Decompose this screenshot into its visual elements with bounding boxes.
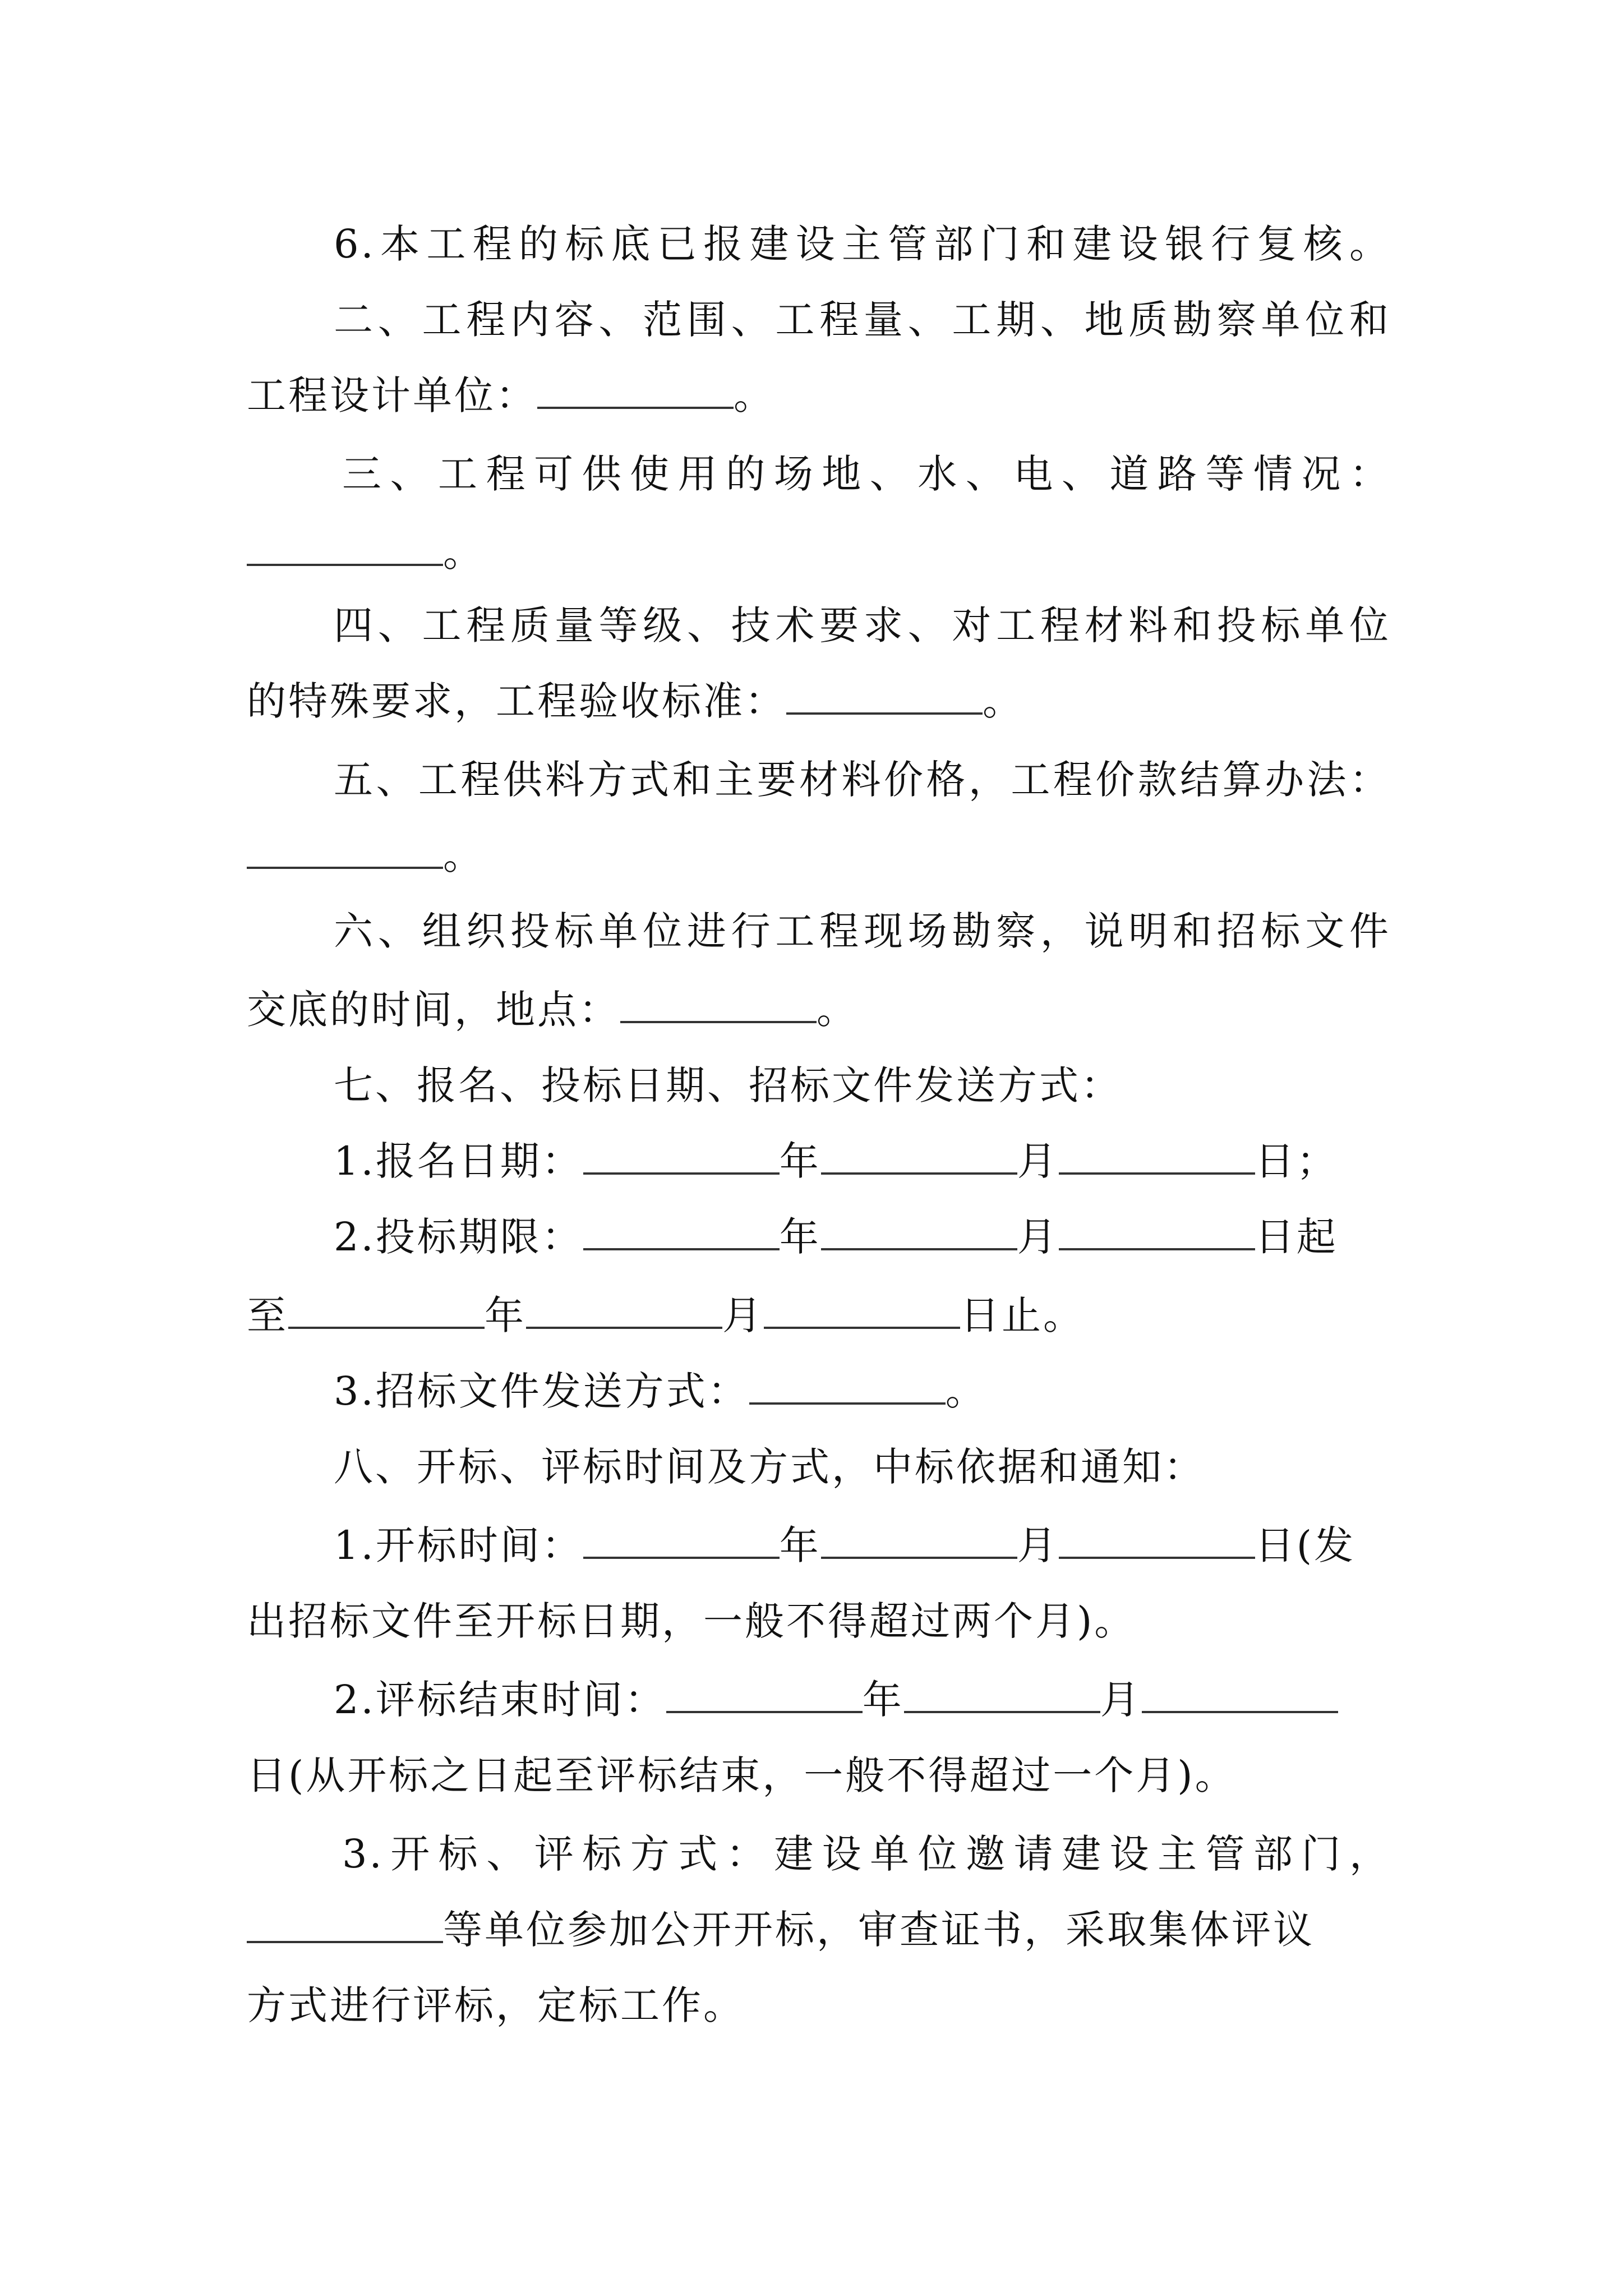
text-segment: 八、开标、评标时间及方式，中标依据和通知： <box>334 1444 1205 1490</box>
paragraph-line <box>334 286 1391 353</box>
text-segment: 日止。 <box>960 1292 1085 1338</box>
paragraph-line <box>247 1972 1391 2039</box>
text-segment: 日(从开标之日起至评标结束，一般不得超过一个月)。 <box>247 1752 1237 1798</box>
text-segment: 年 <box>485 1292 526 1338</box>
text-segment: 工程设计单位： <box>247 372 537 418</box>
fill-in-blank[interactable] <box>786 678 983 715</box>
text-segment: 日(发 <box>1255 1522 1356 1568</box>
paragraph-line <box>334 1666 1391 1733</box>
paragraph-line <box>247 519 1391 586</box>
text-segment: 年 <box>779 1138 821 1184</box>
fill-in-blank[interactable] <box>1059 1522 1255 1559</box>
text-segment: 。 <box>443 530 485 576</box>
fill-in-blank[interactable] <box>247 529 443 566</box>
text-segment: 的特殊要求，工程验收标准： <box>247 678 786 724</box>
paragraph-line <box>334 746 1391 813</box>
paragraph-line <box>334 1358 1391 1425</box>
fill-in-blank[interactable] <box>583 1522 780 1559</box>
text-segment: 年 <box>779 1214 821 1260</box>
paragraph-line <box>247 1282 1391 1349</box>
text-segment: 六、组织投标单位进行工程现场勘察，说明和招标文件 <box>334 908 1391 954</box>
fill-in-blank[interactable] <box>1059 1213 1255 1250</box>
text-segment: 1.开标时间： <box>334 1522 583 1568</box>
fill-in-blank[interactable] <box>1059 1138 1255 1175</box>
fill-in-blank[interactable] <box>749 1368 946 1405</box>
fill-in-blank[interactable] <box>821 1138 1017 1175</box>
fill-in-blank[interactable] <box>904 1676 1100 1713</box>
fill-in-blank[interactable] <box>666 1676 863 1713</box>
fill-in-blank[interactable] <box>620 986 817 1023</box>
text-segment: 交底的时间，地点： <box>247 987 620 1033</box>
text-segment: 五、工程供料方式和主要材料价格，工程价款结算办法： <box>334 757 1391 803</box>
fill-in-blank[interactable] <box>537 372 734 409</box>
text-segment: 年 <box>862 1677 904 1723</box>
fill-in-blank[interactable] <box>583 1213 780 1250</box>
paragraph-line <box>247 1742 1391 1809</box>
section-heading <box>334 1433 1391 1501</box>
text-segment: 日起 <box>1255 1214 1338 1260</box>
text-segment: 年 <box>779 1522 821 1568</box>
fill-in-blank[interactable] <box>1142 1676 1338 1713</box>
text-segment: 七、报名、投标日期、招标文件发送方式： <box>334 1062 1122 1108</box>
section-heading <box>334 1052 1391 1119</box>
text-segment: 2.投标期限： <box>334 1214 583 1260</box>
text-segment: 2.评标结束时间： <box>334 1677 666 1723</box>
paragraph-line <box>334 592 1391 659</box>
text-segment: 。 <box>443 832 485 878</box>
text-segment: 三、工程可供使用的场地、水、电、道路等情况： <box>342 451 1391 497</box>
fill-in-blank[interactable] <box>247 832 443 869</box>
text-segment: 月 <box>1017 1138 1059 1184</box>
text-segment: 。 <box>983 678 1024 724</box>
paragraph-line <box>342 1820 1391 1888</box>
fill-in-blank[interactable] <box>821 1213 1017 1250</box>
fill-in-blank[interactable] <box>526 1292 722 1329</box>
fill-in-blank[interactable] <box>821 1522 1017 1559</box>
text-segment: 6.本工程的标底已报建设主管部门和建设银行复核。 <box>334 221 1391 267</box>
fill-in-blank[interactable] <box>288 1292 485 1329</box>
text-segment: 。 <box>734 372 775 418</box>
paragraph-line <box>247 668 1391 735</box>
text-segment: 月 <box>1017 1214 1059 1260</box>
text-segment: 。 <box>817 987 858 1033</box>
text-segment: 月 <box>1017 1522 1059 1568</box>
paragraph-line <box>334 210 1391 278</box>
text-segment: 二、工程内容、范围、工程量、工期、地质勘察单位和 <box>334 297 1391 343</box>
fill-in-blank[interactable] <box>764 1292 960 1329</box>
text-segment: 四、工程质量等级、技术要求、对工程材料和投标单位 <box>334 602 1391 648</box>
paragraph-line <box>247 976 1391 1043</box>
text-segment: 等单位参加公开开标，审查证书，采取集体评议 <box>443 1907 1315 1953</box>
paragraph-line <box>247 362 1391 429</box>
text-segment: 日； <box>1255 1138 1338 1184</box>
paragraph-line <box>334 1128 1391 1195</box>
text-segment: 方式进行评标，定标工作。 <box>247 1982 745 2028</box>
paragraph-line <box>247 1588 1391 1655</box>
text-segment: 3.招标文件发送方式： <box>334 1368 749 1414</box>
paragraph-line <box>334 1203 1391 1271</box>
text-segment: 至 <box>247 1292 288 1338</box>
paragraph-line <box>334 898 1391 965</box>
paragraph-line <box>247 1896 1391 1963</box>
text-segment: 月 <box>1100 1677 1142 1723</box>
text-segment: 月 <box>722 1292 764 1338</box>
text-segment: 1.报名日期： <box>334 1138 583 1184</box>
paragraph-line <box>334 1512 1391 1579</box>
paragraph-line <box>247 822 1391 889</box>
text-segment: 出招标文件至开标日期，一般不得超过两个月)。 <box>247 1598 1136 1644</box>
fill-in-blank[interactable] <box>583 1138 780 1175</box>
fill-in-blank[interactable] <box>247 1906 443 1943</box>
text-segment: 3.开标、评标方式：建设单位邀请建设主管部门， <box>342 1831 1391 1877</box>
text-segment: 。 <box>945 1368 987 1414</box>
paragraph-line <box>342 440 1391 508</box>
